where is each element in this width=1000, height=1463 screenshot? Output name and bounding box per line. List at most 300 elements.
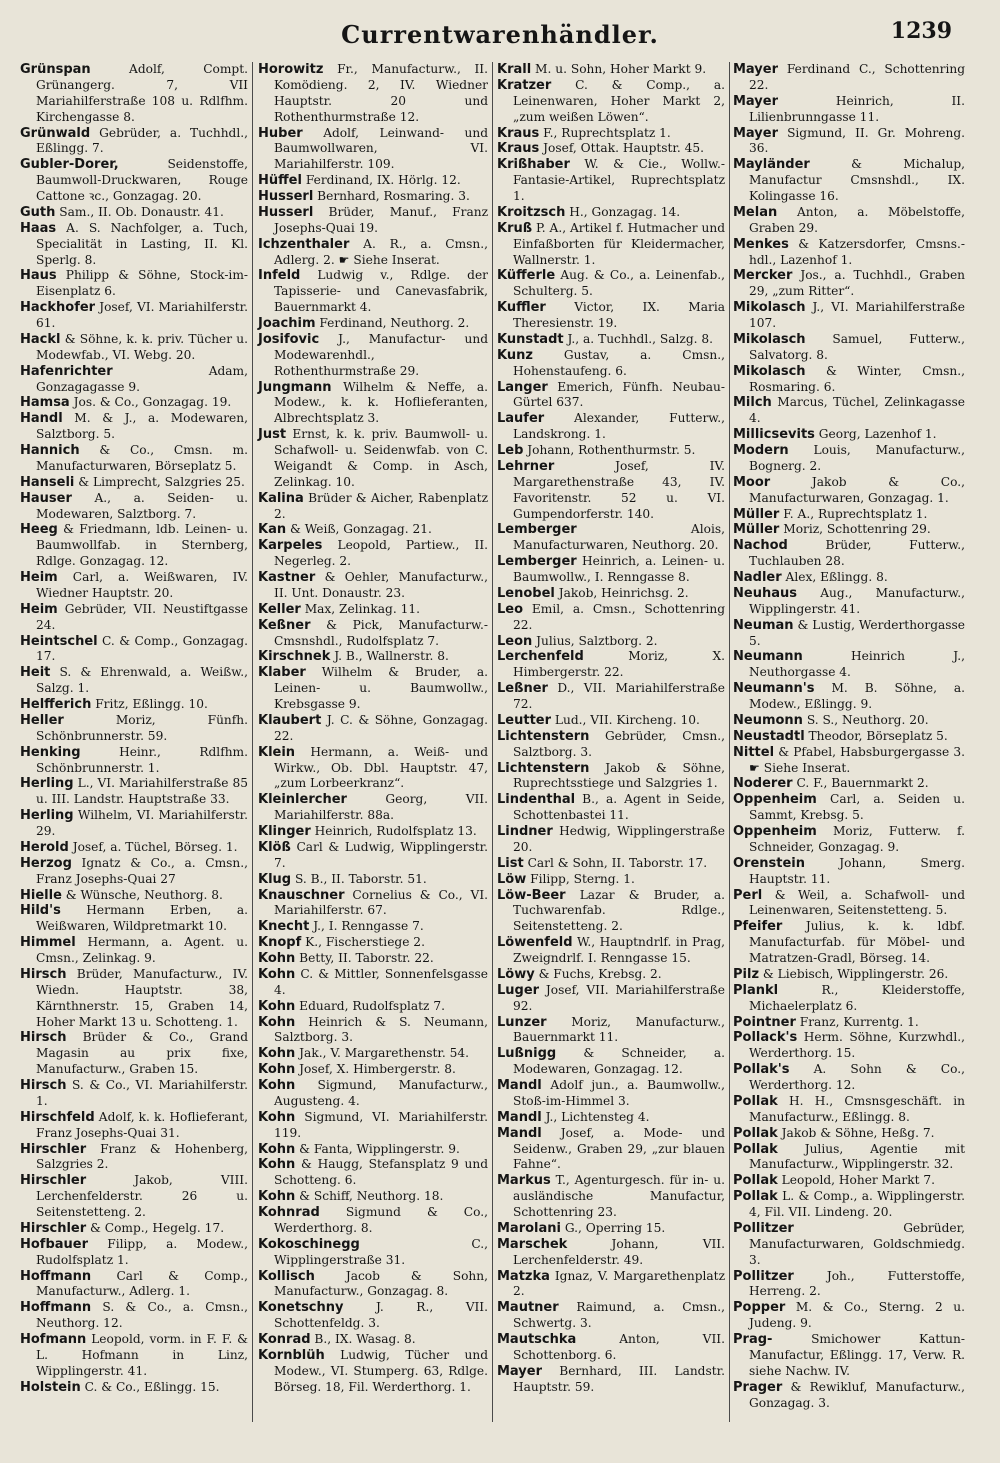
listing-details: Wilhelm & Neffe, a. Modew., k. k. Hoflieferanten, Albrechtsplatz 3.	[274, 379, 489, 426]
listing-name: Herold	[20, 839, 69, 855]
listing-entry	[20, 1030, 248, 1078]
listing-entry	[258, 427, 488, 491]
listing-entry	[733, 332, 965, 364]
listing-name: Huber	[258, 125, 303, 141]
listing-entry	[258, 1205, 488, 1237]
listing-entry	[733, 94, 965, 126]
listing-name: Infeld	[258, 268, 301, 284]
listing-entry	[497, 348, 725, 380]
listing-name: Hild's	[20, 903, 61, 919]
listing-name: Hirsch	[20, 1078, 67, 1093]
listing-name: Lußnigg	[497, 1046, 557, 1062]
listing-details: & Rewikluf, Manufacturw., Gonzagag. 3.	[749, 1379, 965, 1410]
listing-name: Neuman	[733, 617, 794, 633]
listing-entry	[733, 681, 965, 713]
listing-name: Kratzer	[497, 77, 552, 93]
listing-name: Kunz	[497, 347, 533, 363]
listing-entry	[733, 1173, 965, 1189]
listing-details: Jakob, Heinrichsg. 2.	[558, 585, 689, 600]
listing-details: & Söhne, k. k. priv. Tücher u. Modewfab., VI. Webg. 20.	[36, 331, 249, 362]
column-divider	[729, 62, 730, 1422]
listing-entry	[20, 1110, 248, 1142]
listing-entry	[497, 141, 725, 157]
listing-name: Heim	[20, 570, 58, 585]
listing-details: Bernhard, III. Landstr. Hauptstr. 59.	[513, 1363, 725, 1394]
listing-entry	[497, 268, 725, 300]
listing-name: Hackl	[20, 331, 61, 347]
listing-entry	[20, 967, 248, 1031]
listing-details: Brüder, Futterw., Tuchlauben 28.	[749, 538, 965, 569]
listing-entry	[258, 205, 488, 237]
listing-details: & Katzersdorfer, Cmsns.-hdl., Lazenhof 1.	[749, 236, 965, 267]
listing-entry	[258, 126, 488, 174]
listing-details: Aug. & Co., a. Leinenfab., Schulterg. 5.	[513, 268, 726, 299]
listing-name: Knauschner	[258, 887, 345, 903]
listing-details: W., Hauptndrlf. in Prag, Zweigndrlf. I. Renngasse 15.	[513, 935, 726, 965]
listing-name: Löw	[497, 871, 527, 887]
listing-entry	[733, 570, 965, 586]
listing-name: Klug	[258, 871, 292, 887]
listing-name: Kraus	[497, 125, 540, 141]
listing-name: Keßner	[258, 617, 311, 633]
listing-entry	[20, 221, 248, 269]
listing-entry	[20, 268, 248, 300]
listing-entry	[497, 1221, 725, 1237]
listing-name: Pollack's	[733, 1030, 798, 1046]
listing-details: T., Agenturgesch. für in- u. ausländische Manufactur, Schottenring 23.	[513, 1173, 726, 1219]
listing-entry	[733, 1142, 965, 1174]
column-divider	[252, 62, 253, 1422]
listing-name: Keller	[258, 601, 301, 617]
listing-entry	[258, 1332, 488, 1348]
listing-details: K., Fischerstiege 2.	[305, 935, 425, 950]
listing-details: J., Lichtensteg 4.	[545, 1109, 650, 1124]
listing-name: Prager	[733, 1379, 783, 1395]
listing-name: Guth	[20, 204, 56, 220]
listing-details: S. & Ehrenwald, a. Weißw., Salzg. 1.	[36, 665, 249, 696]
listing-entry	[20, 1332, 248, 1380]
listing-details: Ferdinand, IX. Hörlg. 12.	[305, 173, 461, 188]
listing-details: M. u. Sohn, Hoher Markt 9.	[535, 62, 707, 76]
listing-name: List	[497, 855, 524, 871]
listing-details: Jakob & Co., Manufacturwaren, Gonzagag. 1.	[749, 474, 965, 505]
listing-name: Knecht	[258, 919, 310, 935]
listing-details: Jakob & Söhne, Heßg. 7.	[781, 1125, 935, 1140]
listing-details: Anton, VII. Schottenborg. 6.	[513, 1332, 725, 1362]
listing-details: Brüder, Manufacturw., IV. Wiedn. Hauptstr. 38, Kärnthnerstr. 15, Graben 14, Hoher Markt 13 u. Schotteng. 1.	[36, 966, 248, 1029]
column-1	[20, 62, 248, 1396]
listing-entry	[258, 872, 488, 888]
listing-details: Seidenstoffe, Baumwoll-Druckwaren, Rouge Cattone ꝛc., Gonzagag. 20.	[36, 157, 248, 203]
listing-details: Sigmund, VI. Mariahilferstr. 119.	[274, 1109, 488, 1140]
listing-name: Lenobel	[497, 585, 555, 601]
listing-name: Popper	[733, 1300, 786, 1316]
listing-details: Herm. Söhne, Kurzwhdl., Werderthorg. 15.	[749, 1030, 965, 1061]
listing-details: J., a. Tuchhdl., Salzg. 8.	[567, 331, 713, 346]
listing-entry	[497, 1364, 725, 1396]
listing-details: Julius, Agentie mit Manufacturw., Wipplingerstr. 32.	[749, 1141, 965, 1172]
listing-entry	[258, 189, 488, 205]
listing-details: Bernhard, Rosmaring. 3.	[317, 189, 470, 203]
listing-details: S. & Co., VI. Mariahilferstr. 1.	[36, 1078, 249, 1108]
listing-details: Georg, Lazenhof 1.	[818, 427, 937, 442]
listing-details: Louis, Manufacturw., Bognerg. 2.	[749, 443, 965, 473]
listing-details: Carl & Ludwig, Wipplingerstr. 7.	[274, 839, 488, 870]
listing-entry	[497, 554, 725, 586]
listing-name: Lehrner	[497, 458, 555, 474]
listing-name: Kohn	[258, 1189, 296, 1205]
listing-details: S. S., Neuthorg. 20.	[806, 712, 929, 727]
listing-details: F., Ruprechtsplatz 1.	[543, 125, 671, 140]
listing-name: Plankl	[733, 982, 779, 998]
listing-name: Milch	[733, 395, 772, 411]
listing-name: Klinger	[258, 824, 311, 839]
listing-details: Raimund, a. Cmsn., Schwertg. 3.	[513, 1300, 725, 1331]
listing-entry	[733, 1189, 965, 1221]
listing-entry	[733, 824, 965, 856]
listing-name: Pilz	[733, 966, 760, 982]
listing-details: Heinrich, a. Leinen- u. Baumwollw., I. Renngasse 8.	[513, 554, 725, 584]
listing-details: & Comp., Hegelg. 17.	[90, 1220, 225, 1235]
listing-name: Herling	[20, 776, 74, 792]
listing-details: Ludwig, Tücher und Modew., VI. Stumperg. 63, Rdlge. Börseg. 18, Fil. Werderthorg. 1.	[274, 1347, 488, 1394]
listing-entry	[258, 332, 488, 380]
listing-name: Kleinlercher	[258, 792, 347, 808]
listing-entry	[20, 856, 248, 888]
listing-name: Modern	[733, 443, 789, 458]
listing-entry	[733, 967, 965, 983]
listing-name: Millicsevits	[733, 427, 815, 443]
listing-name: Löwy	[497, 966, 535, 982]
listing-details: J. C. & Söhne, Gonzagag. 22.	[274, 712, 489, 743]
listing-details: Moriz, Fünfh. Schönbrunnerstr. 59.	[36, 712, 248, 743]
listing-name: Mercker	[733, 268, 793, 284]
listing-name: Husserl	[258, 189, 314, 204]
listing-details: C. & Mittler, Sonnenfelsgasse 4.	[274, 966, 489, 997]
listing-details: F. A., Ruprechtsplatz 1.	[783, 506, 928, 521]
page-title: Currentwarenhändler.	[341, 20, 659, 49]
listing-entry	[258, 62, 488, 126]
listing-name: Hirschler	[20, 1220, 87, 1236]
listing-entry	[20, 300, 248, 332]
listing-entry	[733, 919, 965, 967]
listing-entry	[20, 1300, 248, 1332]
listing-details: Josef, Ottak. Hauptstr. 45.	[543, 141, 705, 156]
listing-entry	[733, 1300, 965, 1332]
listing-entry	[258, 967, 488, 999]
listing-details: C. & Comp., Gonzagag. 17.	[36, 633, 249, 664]
listing-entry	[258, 538, 488, 570]
listing-details: J., I. Renngasse 7.	[313, 919, 424, 934]
listing-entry	[258, 1269, 488, 1301]
listing-entry	[733, 649, 965, 681]
listing-details: Josef, a. Mode- und Seidenw., Graben 29, „zur blauen Fahne“.	[513, 1125, 725, 1172]
listing-entry	[20, 205, 248, 221]
listing-name: Holstein	[20, 1379, 81, 1395]
listing-details: & Weil, a. Schafwoll- und Leinenwaren, Seitenstetteng. 5.	[749, 887, 965, 918]
listing-name: Kroitzsch	[497, 204, 566, 220]
listing-details: Heinrich, II. Lilienbrunngasse 11.	[749, 93, 965, 124]
listing-name: Kunstadt	[497, 331, 564, 347]
listing-entry	[497, 1110, 725, 1126]
listing-details: Aug., Manufacturw., Wipplingerstr. 41.	[749, 585, 965, 616]
listing-entry	[733, 1062, 965, 1094]
listing-entry	[497, 729, 725, 761]
listing-name: Lindner	[497, 824, 553, 839]
listing-entry	[258, 237, 488, 269]
listing-entry	[258, 173, 488, 189]
listing-name: Pollak's	[733, 1062, 790, 1078]
listing-name: Mautner	[497, 1300, 559, 1316]
listing-details: Emerich, Fünfh. Neubau-Gürtel 637.	[513, 379, 726, 410]
listing-entry	[20, 1142, 248, 1174]
listing-entry	[733, 427, 965, 443]
listing-entry	[497, 78, 725, 126]
listing-details: Max, Zelinkag. 11.	[304, 601, 420, 616]
listing-entry	[20, 745, 248, 777]
listing-entry	[258, 919, 488, 935]
listing-entry	[258, 1015, 488, 1047]
listing-details: M. B. Söhne, a. Modew., Eßlingg. 9.	[749, 681, 966, 711]
listing-details: Jacob & Sohn, Manufacturw., Gonzagag. 8.	[274, 1268, 488, 1299]
listing-entry	[733, 1126, 965, 1142]
listing-name: Kraus	[497, 141, 540, 157]
listing-entry	[497, 411, 725, 443]
listing-details: A. S. Nachfolger, a. Tuch, Specialität in Lasting, II. Kl. Sperlg. 8.	[36, 220, 248, 267]
listing-details: Georg, VII. Mariahilferstr. 88a.	[274, 792, 488, 823]
listing-entry	[20, 602, 248, 634]
listing-entry	[258, 649, 488, 665]
listing-entry	[497, 1332, 725, 1364]
listing-details: & Oehler, Manufacturw., II. Unt. Donaustr. 23.	[274, 570, 488, 600]
listing-entry	[258, 1062, 488, 1078]
listing-name: Hirsch	[20, 1030, 67, 1046]
listing-entry	[497, 824, 725, 856]
listing-details: & Fuchs, Krebsg. 2.	[538, 966, 662, 981]
listing-name: Lerchenfeld	[497, 649, 584, 665]
listing-entry	[497, 1046, 725, 1078]
listing-name: Haus	[20, 268, 57, 284]
listing-entry	[20, 491, 248, 523]
listing-details: Gebrüder, a. Tuchhdl., Eßlingg. 7.	[36, 125, 249, 156]
listing-details: & Lustig, Werderthorgasse 5.	[749, 617, 966, 648]
listing-entry	[20, 808, 248, 840]
listing-name: Neuhaus	[733, 585, 797, 601]
listing-entry	[733, 443, 965, 475]
listing-entry	[733, 713, 965, 729]
listing-details: Alex, Eßlingg. 8.	[785, 570, 888, 584]
listing-details: Gustav, a. Cmsn., Hohenstaufeng. 6.	[513, 347, 726, 378]
listing-details: Carl, a. Seiden u. Sammt, Krebsg. 5.	[749, 792, 965, 823]
listing-name: Mayer	[733, 93, 779, 109]
listing-entry	[258, 1110, 488, 1142]
listing-details: & Wünsche, Neuthorg. 8.	[65, 887, 223, 902]
listing-entry	[497, 380, 725, 412]
listing-name: Kohn	[258, 1062, 296, 1078]
listing-name: Kirschnek	[258, 649, 331, 665]
listing-name: Karpeles	[258, 538, 323, 554]
listing-entry	[258, 745, 488, 793]
listing-name: Leb	[497, 443, 524, 458]
listing-name: Gubler-Dorer,	[20, 157, 119, 173]
listing-entry	[733, 1380, 965, 1412]
listing-details: Ignaz, V. Margarethenplatz 2.	[513, 1268, 726, 1299]
listing-details: D., VII. Mariahilferstraße 72.	[513, 681, 726, 711]
listing-details: Jakob, VIII. Lerchenfelderstr. 26 u. Seitenstetteng. 2.	[36, 1173, 248, 1219]
listing-entry	[20, 634, 248, 666]
listing-entry	[497, 459, 725, 523]
listing-name: Horowitz	[258, 62, 324, 77]
listing-entry	[733, 888, 965, 920]
listing-details: Moriz, X. Himbergerstr. 22.	[513, 649, 726, 680]
listing-entry	[497, 761, 725, 793]
listing-details: A. Sohn & Co., Werderthorg. 12.	[749, 1062, 965, 1092]
listing-details: S. B., II. Taborstr. 51.	[294, 871, 427, 886]
listing-name: Kohn	[258, 1046, 296, 1062]
listing-details: Hedwig, Wipplingerstraße 20.	[513, 824, 725, 854]
listing-details: Betty, II. Taborstr. 22.	[299, 951, 434, 965]
listing-details: Moriz, Manufacturw., Bauernmarkt 11.	[513, 1014, 725, 1045]
listing-name: Hielle	[20, 887, 62, 903]
listing-details: Adolf jun., a. Baumwollw., Stoß-im-Himmel 3.	[513, 1078, 725, 1108]
listing-entry	[497, 205, 725, 221]
listing-entry	[258, 1348, 488, 1396]
listing-details: Adolf, Compt. Grünangerg. 7, VII Mariahilferstraße 108 u. Rdlfhm. Kirchengasse 8.	[36, 62, 248, 124]
listing-entry	[733, 205, 965, 237]
listing-details: Julius, k. k. ldbf. Manufacturfab. für Möbel- und Matratzen-Gradl, Börseg. 14.	[749, 919, 965, 965]
listing-name: Pollak	[733, 1125, 778, 1141]
listing-entry	[497, 935, 725, 967]
listing-name: Herling	[20, 808, 74, 824]
listing-name: Knopf	[258, 935, 302, 951]
listing-name: Mikolasch	[733, 300, 806, 316]
listing-entry	[497, 443, 725, 459]
listing-details: Cornelius & Co., VI. Mariahilferstr. 67.	[274, 887, 489, 918]
listing-name: Klein	[258, 744, 296, 760]
listing-entry	[497, 792, 725, 824]
listing-name: Lichtenstern	[497, 728, 590, 744]
listing-entry	[733, 618, 965, 650]
listing-details: Fritz, Eßlingg. 10.	[95, 697, 208, 711]
listing-details: Carl & Sohn, II. Taborstr. 17.	[527, 855, 708, 870]
listing-name: Kruß	[497, 220, 533, 236]
listing-entry	[258, 792, 488, 824]
listing-name: Kan	[258, 522, 287, 538]
listing-entry	[20, 157, 248, 205]
listing-details: Julius, Salztborg. 2.	[536, 633, 658, 648]
listing-details: & Liebisch, Wipplingerstr. 26.	[762, 966, 949, 981]
listing-entry	[497, 983, 725, 1015]
listing-name: Klöß	[258, 839, 291, 855]
listing-details: Filipp, Sterng. 1.	[530, 871, 635, 886]
listing-details: Wilhelm, VI. Mariahilferstr. 29.	[36, 808, 248, 838]
listing-entry	[258, 1237, 488, 1269]
listing-details: Gebrüder, Manufacturwaren, Goldschmiedg. 3.	[749, 1220, 965, 1267]
listing-name: Heller	[20, 712, 64, 728]
listing-entry	[20, 840, 248, 856]
listing-details: Moriz, Schottenring 29.	[783, 522, 931, 537]
listing-name: Hafenrichter	[20, 363, 113, 379]
listing-entry	[20, 1173, 248, 1221]
listing-name: Pollak	[733, 1173, 778, 1189]
listing-details: & Schiff, Neuthorg. 18.	[299, 1189, 444, 1204]
listing-entry	[258, 268, 488, 316]
listing-name: Nadler	[733, 570, 782, 585]
listing-entry	[258, 665, 488, 713]
listing-details: Smichower Kattun-Manufactur, Eßlingg. 17, Verw. R. siehe Nachw. IV.	[749, 1332, 965, 1378]
listing-details: & Limprecht, Salzgries 25.	[78, 474, 245, 489]
listing-name: Neumonn	[733, 712, 803, 728]
listing-entry	[20, 1269, 248, 1301]
listing-entry	[733, 983, 965, 1015]
listing-name: Pointner	[733, 1014, 796, 1030]
listing-entry	[258, 316, 488, 332]
listing-name: Pollitzer	[733, 1268, 794, 1284]
listing-name: Kuffler	[497, 300, 546, 316]
listing-details: Heinrich, Rudolfsplatz 13.	[314, 824, 477, 838]
listing-name: Moor	[733, 474, 771, 490]
column-2	[258, 62, 488, 1396]
listing-details: G., Operring 15.	[564, 1220, 666, 1235]
listing-details: Alois, Manufacturwaren, Neuthorg. 20.	[513, 522, 725, 553]
listing-entry	[733, 1015, 965, 1031]
listing-details: Jos. & Co., Gonzagag. 19.	[73, 395, 232, 410]
listing-details: Wilhelm & Bruder, a. Leinen- u. Baumwollw., Krebsgasse 9.	[274, 665, 488, 711]
listing-entry	[20, 888, 248, 904]
listing-details: Adolf, k. k. Hoflieferant, Franz Josephs-Quai 31.	[36, 1109, 248, 1140]
listing-name: Heim	[20, 601, 58, 617]
listing-name: Konetschny	[258, 1300, 344, 1316]
listing-name: Kokoschinegg	[258, 1236, 360, 1252]
listing-entry	[497, 713, 725, 729]
listing-entry	[20, 570, 248, 602]
listing-entry	[497, 1173, 725, 1221]
listing-entry	[258, 935, 488, 951]
listing-name: Helfferich	[20, 697, 92, 712]
listing-details: Theodor, Börseplatz 5.	[808, 728, 948, 743]
listing-name: Hüffel	[258, 173, 302, 189]
listing-name: Marolani	[497, 1220, 561, 1236]
listing-entry	[497, 649, 725, 681]
listing-name: Hirschler	[20, 1173, 87, 1189]
listing-details: & Weiß, Gonzagag. 21.	[289, 522, 432, 537]
listing-entry	[497, 332, 725, 348]
listing-name: Pollitzer	[733, 1220, 794, 1236]
listing-details: & Pick, Manufacturw.-Cmsnshdl., Rudolfsplatz 7.	[274, 617, 488, 648]
listing-details: Ignatz & Co., a. Cmsn., Franz Josephs-Quai 27	[36, 855, 248, 886]
listing-entry	[497, 681, 725, 713]
listing-details: Brüder & Aicher, Rabenplatz 2.	[274, 490, 488, 521]
listing-details: Carl & Comp., Manufacturw., Adlerg. 1.	[36, 1268, 248, 1299]
listing-entry	[733, 395, 965, 427]
listing-name: Mandl	[497, 1125, 542, 1141]
listing-details: Sigmund & Co., Werderthorg. 8.	[274, 1205, 489, 1235]
listing-name: Kohnrad	[258, 1205, 320, 1220]
listing-name: Perl	[733, 887, 763, 903]
listing-entry	[258, 1046, 488, 1062]
listing-entry	[733, 300, 965, 332]
listing-name: Jungmann	[258, 379, 332, 395]
listing-name: Pollak	[733, 1093, 778, 1109]
listing-entry	[733, 1030, 965, 1062]
listing-entry	[733, 586, 965, 618]
listing-details: Jos., a. Tuchhdl., Graben 29, „zum Ritter“.	[749, 268, 966, 299]
listing-name: Lindenthal	[497, 792, 576, 808]
listing-name: Mikolasch	[733, 331, 806, 347]
listing-details: Josef, X. Himbergerstr. 8.	[299, 1062, 456, 1077]
listing-name: Lemberger	[497, 522, 577, 538]
listing-entry	[497, 126, 725, 142]
